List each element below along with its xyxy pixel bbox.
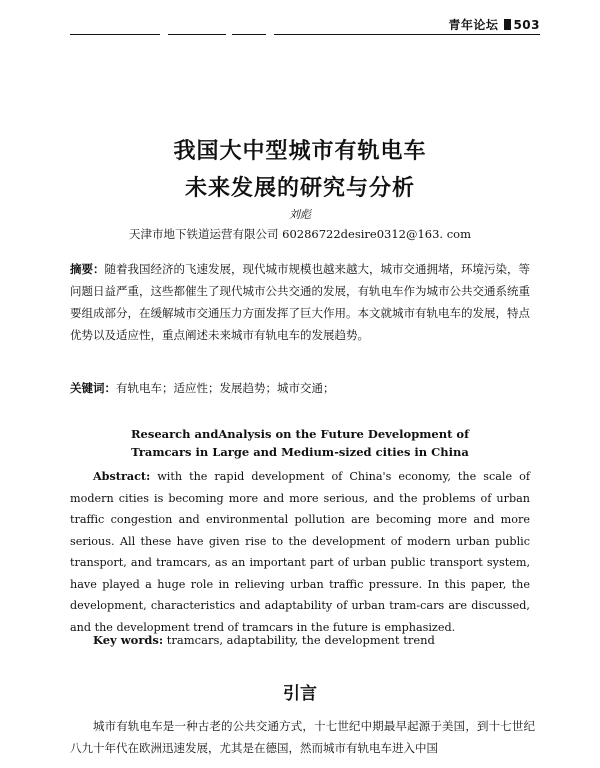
journal-title: 青年论坛: [448, 18, 499, 32]
affiliation: 天津市地下铁道运营有限公司 60286722desire0312@163. com: [128, 227, 472, 241]
chinese-abstract: [70, 258, 530, 346]
header-rule-gap: [160, 31, 168, 37]
journal-name: [448, 16, 540, 33]
header-rule-gap: [266, 31, 274, 37]
keywords-text: 有轨电车；适应性；发展趋势；城市交通；: [116, 381, 335, 395]
abstract-label: 摘要：: [70, 262, 105, 276]
english-keywords: [70, 629, 530, 651]
square-icon: [504, 19, 511, 30]
keywords-label: 关键词：: [70, 381, 116, 395]
body-paragraph: 城市有轨电车是一种古老的公共交通方式，十七世纪中期最早起源于美国，到十七世纪八九十年代在欧洲迅速发展，尤其是在德国，然而城市有轨电车进入中国: [70, 719, 535, 755]
running-header: [70, 14, 540, 36]
abstract-text: 随着我国经济的飞速发展，现代城市规模也越来越大，城市交通拥堵，环境污染，等问题日益严重，这些都催生了现代城市公共交通的发展，有轨电车作为城市公共交通系统重要组成部分，在缓解城市交通压力方面发挥了巨大作用。本文就城市有轨电车的发展，特点优势以及适应性，重点阐述未来城市有轨电车的发展趋势。: [70, 262, 530, 342]
abstract-text-en: with the rapid development of China's economy, the scale of modern cities is becoming more and more serious, and the problems of urban traffic congestion and environmental pollution are becoming more and more serious. All these have given rise to the development of modern urban public transport, and tramcars, as an important part of urban public transport system, have played a huge role in relieving urban traffic pressure. In this paper, the development, characteristics and adaptability of urban tram-cars are discussed, and the development trend of tramcars in the future is emphasized.: [70, 470, 530, 634]
english-title-line-2: Tramcars in Large and Medium-sized cities in China: [131, 445, 469, 459]
section-heading: 引言: [283, 684, 317, 704]
abstract-label-en: Abstract:: [93, 469, 151, 483]
paper-title-line-2: 未来发展的研究与分析: [184, 176, 415, 201]
header-rule-gap: [226, 31, 232, 37]
header-rule: [70, 34, 540, 35]
english-title-line-1: Research andAnalysis on the Future Development of: [130, 427, 470, 441]
page-number: 503: [513, 18, 540, 32]
author: 刘彪: [289, 208, 311, 221]
paper-title-line-1: 我国大中型城市有轨电车: [173, 139, 427, 164]
english-abstract: [70, 466, 530, 638]
keywords-label-en: Key words:: [93, 633, 164, 647]
keywords-text-en: tramcars, adaptability, the development trend: [166, 633, 435, 647]
chinese-keywords: [70, 377, 530, 399]
